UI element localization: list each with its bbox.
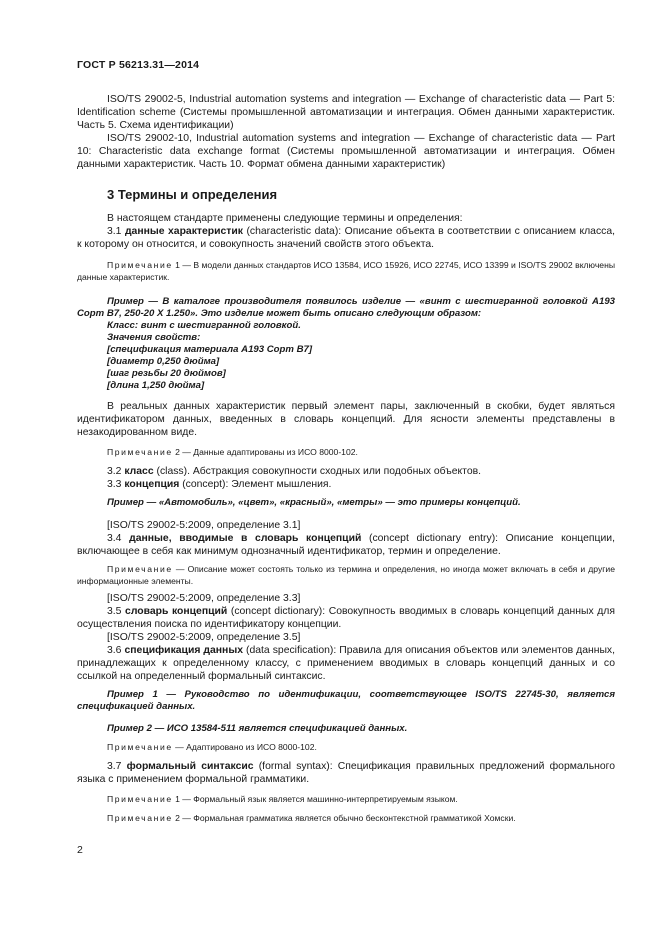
example-3-6-2 — [77, 723, 615, 735]
example-line: Класс: винт с шестигранной головкой. — [107, 320, 301, 331]
term-3-6: 3.6 спецификация данных (data specification): Правила для описания объектов или элементов данных, принадлежащих к определенному классу, с применением вводимых в словарь концепций данных и со ссылкой на определенный формальный синтаксис. — [77, 645, 616, 682]
terms-3-2-3-3 — [77, 465, 615, 491]
note-3-1: Примечание 1 — В модели данных стандартов ИСО 13584, ИСО 15926, ИСО 22745, ИСО 13399 и ISO/TS 29002 включены данные характеристик. — [77, 260, 615, 282]
term-3-7: 3.7 формальный синтаксис (formal syntax): Спецификация правильных предложений формального языка с применением формальной грамматики. — [77, 761, 616, 785]
example-line: [диаметр 0,250 дюйма] — [107, 356, 220, 367]
note-3-1-2: Примечание 2 — Данные адаптированы из ИСО 8000-102. — [107, 447, 358, 457]
source-3-4: [ISO/TS 29002-5:2009, определение 3.3] — [107, 593, 301, 604]
example-1: Пример 1 — Руководство по идентификации, соответствующее ISO/TS 22745-30, является спецификацией данных. — [77, 689, 615, 712]
note-label: Примечание — [107, 794, 173, 804]
term-3-3: 3.3 концепция (concept): Элемент мышления. — [107, 479, 332, 490]
example-line: [спецификация материала A193 Сорт B7] — [107, 344, 313, 355]
paragraph-real-data: В реальных данных характеристик первый элемент пары, заключенный в скобки, будет являться идентификатором данных, введенных в словарь концепций. Для ясности элементы представлены в незакодированном виде. — [77, 401, 615, 438]
term-3-5-block — [77, 592, 615, 683]
normative-references — [77, 93, 615, 171]
term-3-4: 3.4 данные, вводимые в словарь концепций (concept dictionary entry): Описание концепции, включающее в себя как минимум однозначный идентификатор, термин и определение. — [77, 533, 615, 557]
page-number: 2 — [77, 844, 83, 856]
reference-item: ISO/TS 29002-5, Industrial automation systems and integration — Exchange of characteristic data — Part 5: Identification scheme (Системы промышленной автоматизации и интеграция. Обмен данными характеристик. Часть 5. Схема идентификации) — [77, 94, 615, 131]
document-header: ГОСТ Р 56213.31—2014 — [77, 59, 200, 71]
term-3-5: 3.5 словарь концепций (concept dictionary): Совокупность вводимых в словарь концепций данных для осуществления поиска по идентификатору концепции. — [77, 606, 615, 630]
example-2: Пример 2 — ИСО 13584-511 является спецификацией данных. — [107, 723, 408, 734]
reference-item: ISO/TS 29002-10, Industrial automation systems and integration — Exchange of characteristic data — Part 10: Characteristic data exchange format (Системы промышленной автоматизации и интеграция. Обмен данными характеристик. Часть 10. Формат обмена данными характеристик) — [77, 133, 615, 170]
term-3-4-block — [77, 519, 615, 558]
example-line: [длина 1,250 дюйма] — [107, 380, 205, 391]
note-3-6: Примечание — Адаптировано из ИСО 8000-102. — [107, 742, 317, 752]
example-3-3: Пример — «Автомобиль», «цвет», «красный», «метры» — это примеры концепций. — [107, 497, 521, 508]
example-line: [шаг резьбы 20 дюймов] — [107, 368, 226, 379]
example-intro: Пример — В каталоге производителя появилось изделие — «винт с шестигранной головкой A193 Сорт B7, 250-20 X 1.250». Это изделие может быть описано следующим образом: — [77, 296, 615, 319]
note-label: Примечание — [107, 564, 173, 574]
term-3-7-block — [77, 760, 615, 786]
section-heading — [77, 188, 615, 201]
term-3-1: 3.1 данные характеристик (characteristic data): Описание объекта в соответствии с описанием класса, к которому он относится, и совокупность значений свойств этого объекта. — [77, 226, 616, 250]
term-3-2: 3.2 класс (class). Абстракция совокупности сходных или подобных объектов. — [107, 466, 482, 477]
examples-3-6 — [77, 689, 615, 713]
section-title: 3 Термины и определения — [107, 187, 278, 202]
note-label: Примечание — [107, 813, 173, 823]
note-3-4: Примечание — Описание может состоять только из термина и определения, но иногда может включать в себя и другие информационные элементы. — [77, 564, 615, 586]
source-3-5: [ISO/TS 29002-5:2009, определение 3.5] — [107, 632, 301, 643]
terms-intro-block — [77, 212, 615, 251]
note-label: Примечание — [107, 742, 173, 752]
note-label: Примечание — [107, 260, 173, 270]
note-label: Примечание — [107, 447, 173, 457]
note-3-7-1: Примечание 1 — Формальный язык является машинно-интерпретируемым языком. — [107, 794, 458, 804]
example-3-1 — [77, 296, 615, 392]
source-3-3: [ISO/TS 29002-5:2009, определение 3.1] — [107, 520, 301, 531]
note-3-7-2: Примечание 2 — Формальная грамматика является обычно бесконтекстной грамматикой Хомски. — [107, 813, 516, 823]
example-line: Значения свойств: — [107, 332, 201, 343]
terms-intro: В настоящем стандарте применены следующие термины и определения: — [107, 213, 463, 224]
